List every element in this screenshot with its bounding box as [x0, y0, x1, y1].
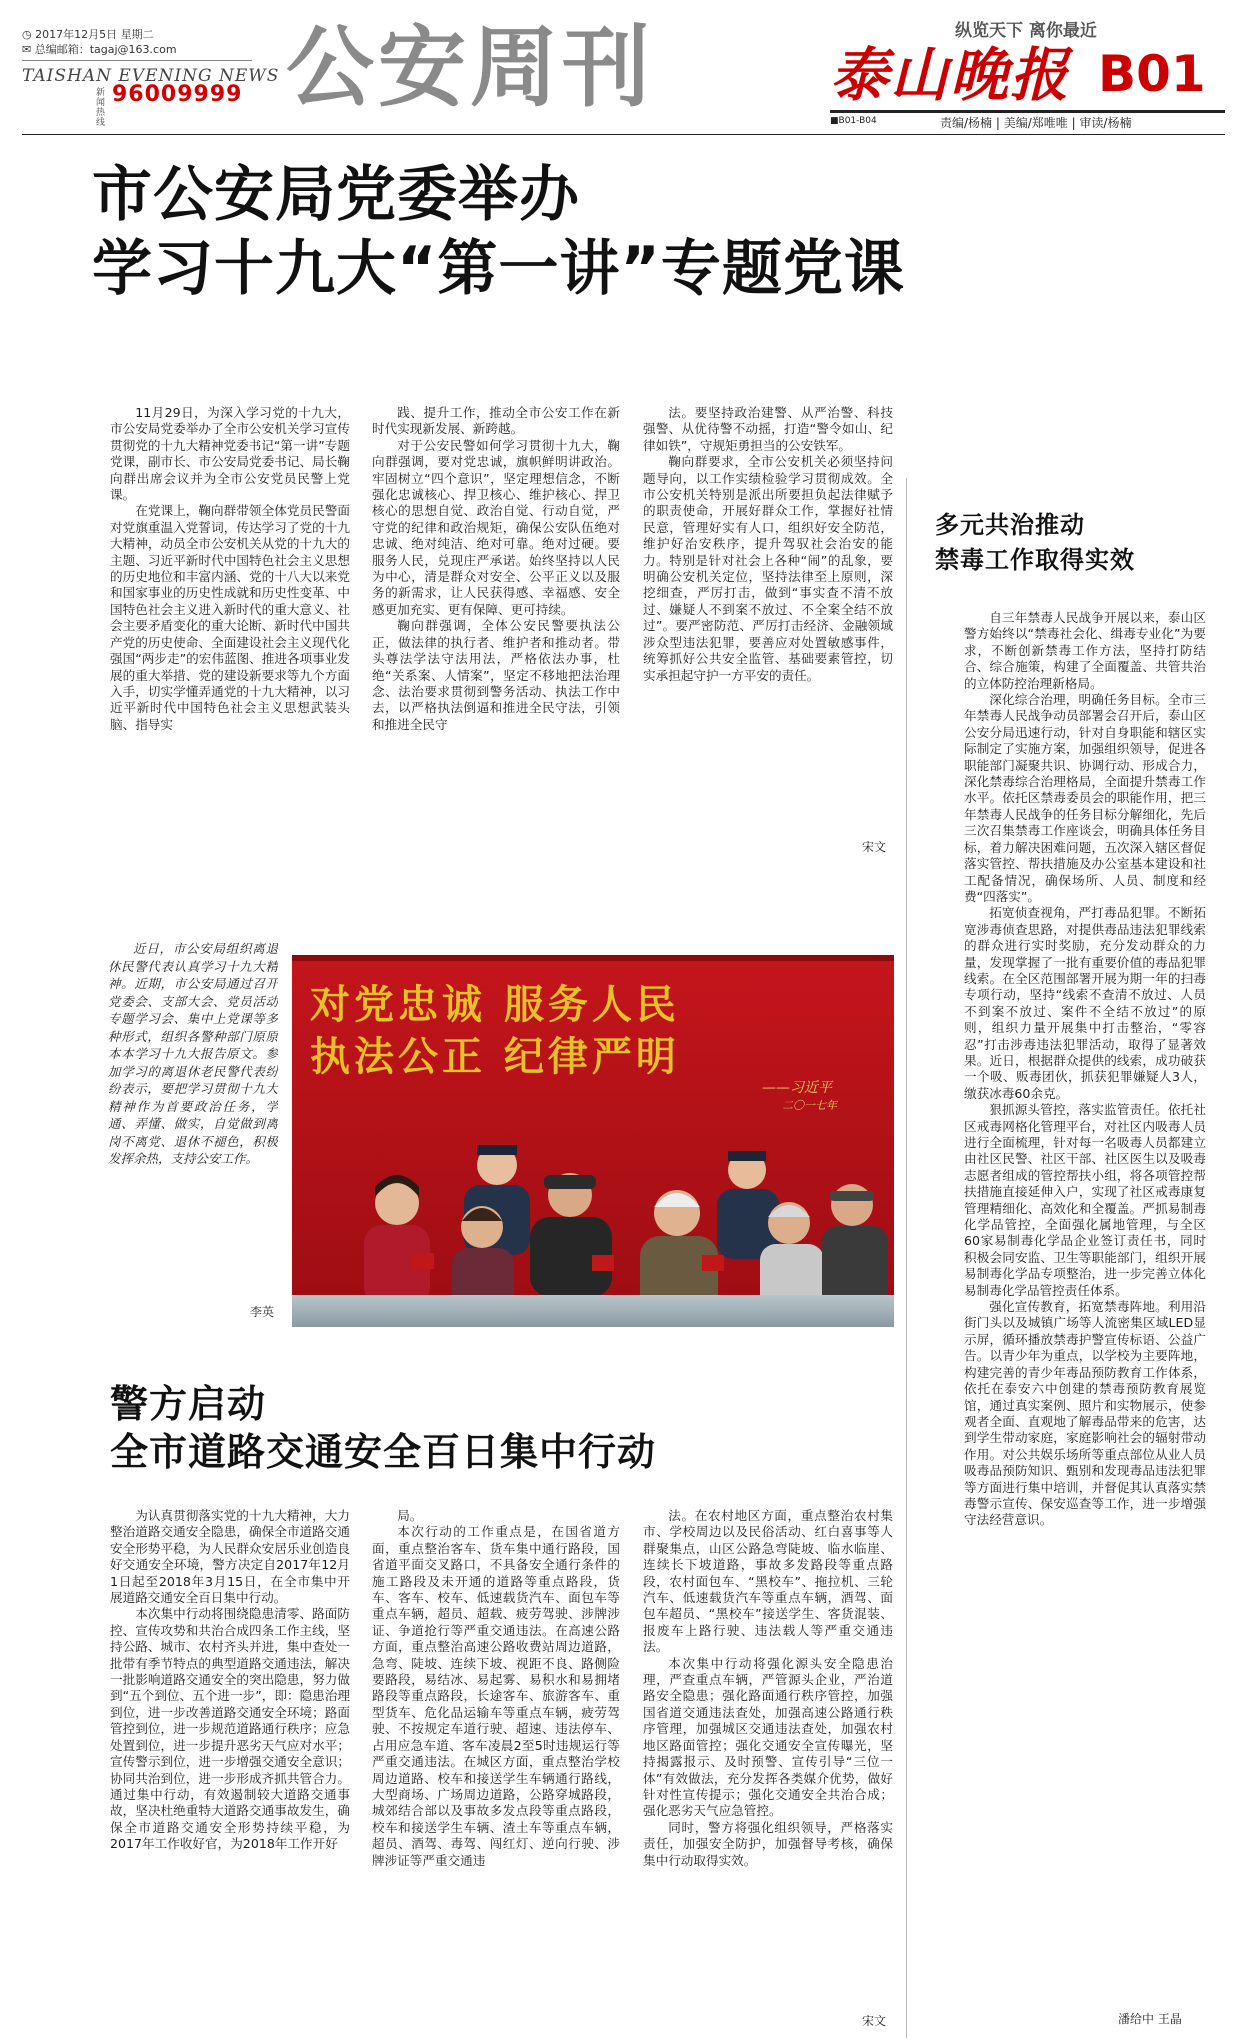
column-divider — [906, 478, 907, 2038]
paragraph: 为认真贯彻落实党的十九大精神，大力整治道路交通安全隐患，确保全市道路交通安全形势平稳，为人民群众安居乐业创造良好交通安全环境，警方决定自2017年12月1日起至2018年3月15日，在全市集中开展道路交通安全百日集中行动。 — [110, 1508, 350, 1606]
paragraph: 本次集中行动将强化源头安全隐患治理，严查重点车辆，严管源头企业，严治道路安全隐患；强化路面通行秩序管控，加强国省道交通违法查处，加强高速公路通行秩序管理，加强城区交通违法查处，加强农村地区路面管控；强化交通安全宣传曝光，坚持揭露报示、及时预警、宣传引导“三位一体”有效做法，充分发挥各类媒介优势，做好针对性宣传提示；强化交通安全共治合成；强化恶劣天气应急管控。 — [643, 1655, 893, 1819]
paragraph: 法。在农村地区方面，重点整治农村集市、学校周边以及民俗活动、红白喜事等人群聚集点，山区公路急弯陡坡、临水临崖、连续长下坡道路，事故多发路段等重点路段，农村面包车、“黑校车”、拖拉机、三轮汽车、低速载货汽车等重点车辆，酒驾、面包车超员、“黑校车”接送学生、客货混装、报废车上路行驶、违法载人等严重交通违法。 — [643, 1508, 893, 1655]
masthead-rule — [22, 60, 252, 61]
paragraph: 自三年禁毒人民战争开展以来，泰山区警方始终以“禁毒社会化、缉毒专业化”为要求，不断创新禁毒工作方法，坚持打防结合、综合施策，构建了全面覆盖、共管共治的立体防控治理新格局。 — [964, 610, 1206, 691]
article3-title-line2: 禁毒工作取得实效 — [935, 546, 1135, 574]
slogan: 纵览天下 离你最近 — [955, 21, 1097, 41]
article2-byline: 宋文 — [862, 2014, 887, 2028]
paragraph: 11月29日，为深入学习党的十九大，市公安局党委举办了全市公安机关学习宣传贯彻党的十九大精神党委书记“第一讲”专题党课，副市长、市公安局党委书记、局长鞠向群出席会议并为全市公安党员民警上党课。 — [110, 405, 350, 503]
article1-title-line2: 学习十九大“第一讲”专题党课 — [92, 234, 905, 304]
hotline-label: 新闻热线 — [96, 88, 106, 128]
article1-byline: 宋文 — [862, 840, 887, 854]
photo-signature: ——习近平 — [762, 1080, 832, 1096]
header-rule — [22, 134, 1225, 135]
paragraph: 践、提升工作，推动全市公安工作在新时代实现新发展、新跨越。 — [372, 405, 620, 437]
paragraph: 本次行动的工作重点是，在国省道方面，重点整治客车、货车集中通行路段，国省道平面交叉路口，不具备安全通行条件的施工路段及未开通的道路等重点路段，货车、客车、校车、低速载货汽车、面包车等重点车辆，超员、超载、疲劳驾驶、涉牌涉证、争道抢行等严重交通违法。在高速公路方面，重点整治高速公路收费站周边道路，急弯、陡坡、连续下坡、视距不良、路侧险要路段，易结冰、易起雾、易积水和易拥堵路段等重点路段，长途客车、旅游客车、重型货车、危化品运输车等重点车辆，疲劳驾驶、不按规定车道行驶、超速、违法停车、占用应急车道、客车凌晨2至5时违规运行等严重交通违法。在城区方面，重点整治学校周边道路、校车和接送学生车辆通行路线，大型商场、广场周边道路，公路穿城路段，城郊结合部以及事故多发点段等重点路段，校车和接送学生车辆、渣土车等重点车辆，超员、酒驾、毒驾、闯红灯、逆向行驶、涉牌涉证等严重交通违 — [372, 1524, 620, 1868]
paragraph: 同时，警方将强化组织领导，严格落实责任，加强安全防护，加强督导考核，确保集中行动取得实效。 — [643, 1819, 893, 1868]
photo-caption — [108, 940, 278, 1320]
article1-column-3 — [643, 405, 893, 825]
table — [292, 1295, 894, 1327]
paragraph: 鞠向群要求，全市公安机关必须坚持问题导向，以工作实绩检验学习贯彻成效。全市公安机关特别是派出所要担负起法律赋予的职责使命，开展好群众工作，掌握好社情民意，管理好实有人口，组织好安全防范，维护好治安秩序，提升驾驭社会治安的能力。特别是针对社会上各种“闹”的乱象，要明确公安机关定位，坚持法律至上原则，深挖细查，严厉打击，做到“事实查不清不放过、嫌疑人不到案不放过、不全案全结不放过”。要严密防范、严厉打击经济、金融领域涉众型违法犯罪，要善应对处置敏感事件，统筹抓好公共安全监管、基础要素管控，切实承担起守护一方平安的责任。 — [643, 454, 893, 683]
photo-banner-line2: 执法公正 纪律严明 — [310, 1033, 680, 1080]
article3-body — [964, 610, 1206, 2008]
editor-email: ✉ 总编邮箱：tagaj@163.com — [22, 43, 177, 56]
photo-byline: 李英 — [250, 1305, 275, 1319]
caption-text: 近日，市公安局组织离退休民警代表认真学习十九大精神。近期，市公安局通过召开党委会、支部大会、党员活动专题学习会、集中上党课等多种形式，组织各警种部门原原本本学习十九大报告原文。参加学习的离退休老民警代表纷纷表示，要把学习贯彻十九大精神作为首要政治任务，学通、弄懂、做实，自觉做到离岗不离党、退休不褪色，积极发挥余热，支持公安工作。 — [108, 941, 278, 1166]
article1-column-1 — [110, 405, 350, 875]
article3-byline: 潘给中 王晶 — [1118, 2012, 1182, 2026]
article1-title-line1: 市公安局党委举办 — [92, 160, 580, 230]
article2-title-line1: 警方启动 — [110, 1382, 267, 1426]
paragraph: 在党课上，鞠向群带领全体党员民警面对党旗重温入党誓词，传达学习了党的十九大精神，动员全市公安机关从党的十九大的主题、习近平新时代中国特色社会主义思想的历史地位和丰富内涵、党的十八大以来党和国家事业的历史性成就和历史性变革、中国特色社会主义进入新时代的重大意义、社会主要矛盾变化的重大论断、新时代中国共产党的历史使命、全面建设社会主义现代化强国“两步走”的宏伟蓝图、推进各项事业发展的重大举措、党的建设新要求等九个方面入手，切实学懂弄通党的十九大精神，以习近平新时代中国特色社会主义思想武装头脑、指导实 — [110, 503, 350, 732]
article2-title-line2: 全市道路交通安全百日集中行动 — [110, 1430, 657, 1474]
page-range: ■B01-B04 — [830, 116, 877, 126]
page-range-icon: ■ — [830, 116, 839, 126]
clock-icon: ◷ — [22, 28, 32, 41]
staff-line: 责编/杨楠 | 美编/郑唯唯 | 审读/杨楠 — [940, 116, 1132, 130]
photo-banner-line1: 对党忠诚 服务人民 — [310, 981, 680, 1028]
hotline-number: 96009999 — [112, 82, 243, 107]
page-number: B01 — [1098, 45, 1206, 103]
photo-sign-date: 二〇一七年 — [782, 1099, 837, 1112]
article3-title-line1: 多元共治推动 — [935, 511, 1085, 539]
mail-icon: ✉ — [22, 43, 32, 56]
section-title: 公安周刊 — [286, 16, 655, 119]
paragraph: 深化综合治理，明确任务目标。全市三年禁毒人民战争动员部署会召开后，泰山区公安分局迅速行动，针对自身职能和辖区实际制定了实施方案，加强组织领导，促进各职能部门凝聚共识、协调行动、形成合力，深化禁毒综合治理格局，全面提升禁毒工作水平。依托区禁毒委员会的职能作用，把三年禁毒人民战争的任务目标分解细化，先后三次召集禁毒工作座谈会，明确具体任务目标，着力解决困难问题，五次深入辖区督促落实管控、帮扶措施及办公室基本建设和社工配备情况，确保场所、人员、制度和经费“四落实”。 — [964, 692, 1206, 904]
paragraph: 强化宣传教育，拓宽禁毒阵地。利用沿街门头以及城镇广场等人流密集区域LED显示屏，循环播放禁毒护警宣传标语、公益广告。以青少年为重点，以学校为主要阵地，构建完善的青少年毒品预防教育工作体系，依托在泰安六中创建的禁毒预防教育展览馆，通过真实案例、照片和实物展示，使参观者全面、直观地了解毒品带来的危害，达到学生带动家庭，家庭影响社会的辐射带动作用。对公共娱乐场所等重点部位从业人员吸毒品预防知识、甄别和发现毒品违法犯罪等方面进行集中培训，并督促其认真落实禁毒警示宣传、保安巡查等工作，进一步增强守法经营意识。 — [964, 1299, 1206, 1528]
article2-column-1 — [110, 1508, 350, 2036]
paragraph: 拓宽侦查视角，严打毒品犯罪。不断拓宽涉毒侦查思路，对提供毒品违法犯罪线索的群众进行实时奖励，充分发动群众的力量，发现掌握了一批有重要价值的毒品犯罪线索。在全区范围部署开展为期一年的扫毒专项行动，坚持“线索不查清不放过、人员不到案不放过、案件不全结不放过”的原则，组织力量开展集中打击整治，“零容忍”打击涉毒违法犯罪活动，取得了显著效果。近日，根据群众提供的线索，成功破获一个吸、贩毒团伙，抓获犯罪嫌疑人3人，缴获冰毒60余克。 — [964, 905, 1206, 1101]
news-photo — [292, 955, 894, 1327]
paragraph: 鞠向群强调，全体公安民警要执法公正，做法律的执行者、维护者和推动者。带头尊法学法守法用法，严格依法办事，杜绝“关系案、人情案”，坚定不移地把法治理念、法治要求贯彻到警务活动、执法工作中去，以严格执法倒逼和推进全民守法，引领和推进全民守 — [372, 618, 620, 732]
masthead-underline — [830, 110, 1225, 113]
paragraph: 对于公安民警如何学习贯彻十九大，鞠向群强调，要对党忠诚，旗帜鲜明讲政治。牢固树立“四个意识”，坚定理想信念，不断强化忠诚核心、捍卫核心、维护核心、捍卫核心的思想自觉、政治自觉、行动自觉，严守党的纪律和政治规矩，确保公安队伍绝对忠诚、绝对纯洁、绝对可靠。绝对过硬。要服务人民，兑现庄严承诺。始终坚持以人民为中心，清是群众对安全、公平正义以及服务的新需求，让人民获得感、幸福感、安全感更加充实、更有保障、更可持续。 — [372, 437, 620, 617]
paragraph: 狠抓源头管控，落实监管责任。依托社区戒毒网格化管理平台，对社区内吸毒人员进行全面梳理，针对每一名吸毒人员都建立由社区民警、社区干部、社区医生以及吸毒志愿者组成的管控帮扶小组，将各项管控帮扶措施直接延伸入户，实现了社区戒毒康复管理精细化、高效化和全覆盖。严抓易制毒化学品管控，全面强化属地管理，与全区60家易制毒化学品企业签订责任书，同时积极会同安监、卫生等职能部门，组织开展易制毒化学品专项整治，进一步完善立体化易制毒化学品管控责任体系。 — [964, 1102, 1206, 1298]
paragraph: 法。要坚持政治建警、从严治警、科技强警、从优待警不动摇，打造“警令如山、纪律如铁”，守规矩勇担当的公安铁军。 — [643, 405, 893, 453]
article1-column-2 — [372, 405, 620, 875]
paragraph: 本次集中行动将围绕隐患清零、路面防控、宣传攻势和共治合成四条工作主线，坚持公路、城市、农村齐头并进，集中查处一批带有季节特点的典型道路交通违法，解决一批影响道路交通安全的突出隐患，努力做到“五个到位、五个进一步”，即：隐患治理到位，进一步改善道路交通安全环境；路面管控到位，进一步规范道路通行秩序；应急处置到位，进一步提升恶劣天气应对水平；宣传警示到位，进一步增强交通安全意识；协同共治到位，进一步形成齐抓共管合力。通过集中行动，有效遏制较大道路交通事故，坚决杜绝重特大道路交通事故发生，确保全市道路交通安全形势持续平稳，为2017年工作收好官，为2018年工作开好 — [110, 1606, 350, 1852]
article2-column-3 — [643, 1508, 893, 2008]
article2-column-2 — [372, 1508, 620, 2036]
english-logo: TAISHAN EVENING NEWS — [22, 66, 280, 86]
issue-date: ◷ 2017年12月5日 星期二 — [22, 28, 154, 41]
newspaper-name-logo: 泰山晚报 — [830, 41, 1071, 109]
paragraph: 局。 — [397, 1508, 423, 1523]
